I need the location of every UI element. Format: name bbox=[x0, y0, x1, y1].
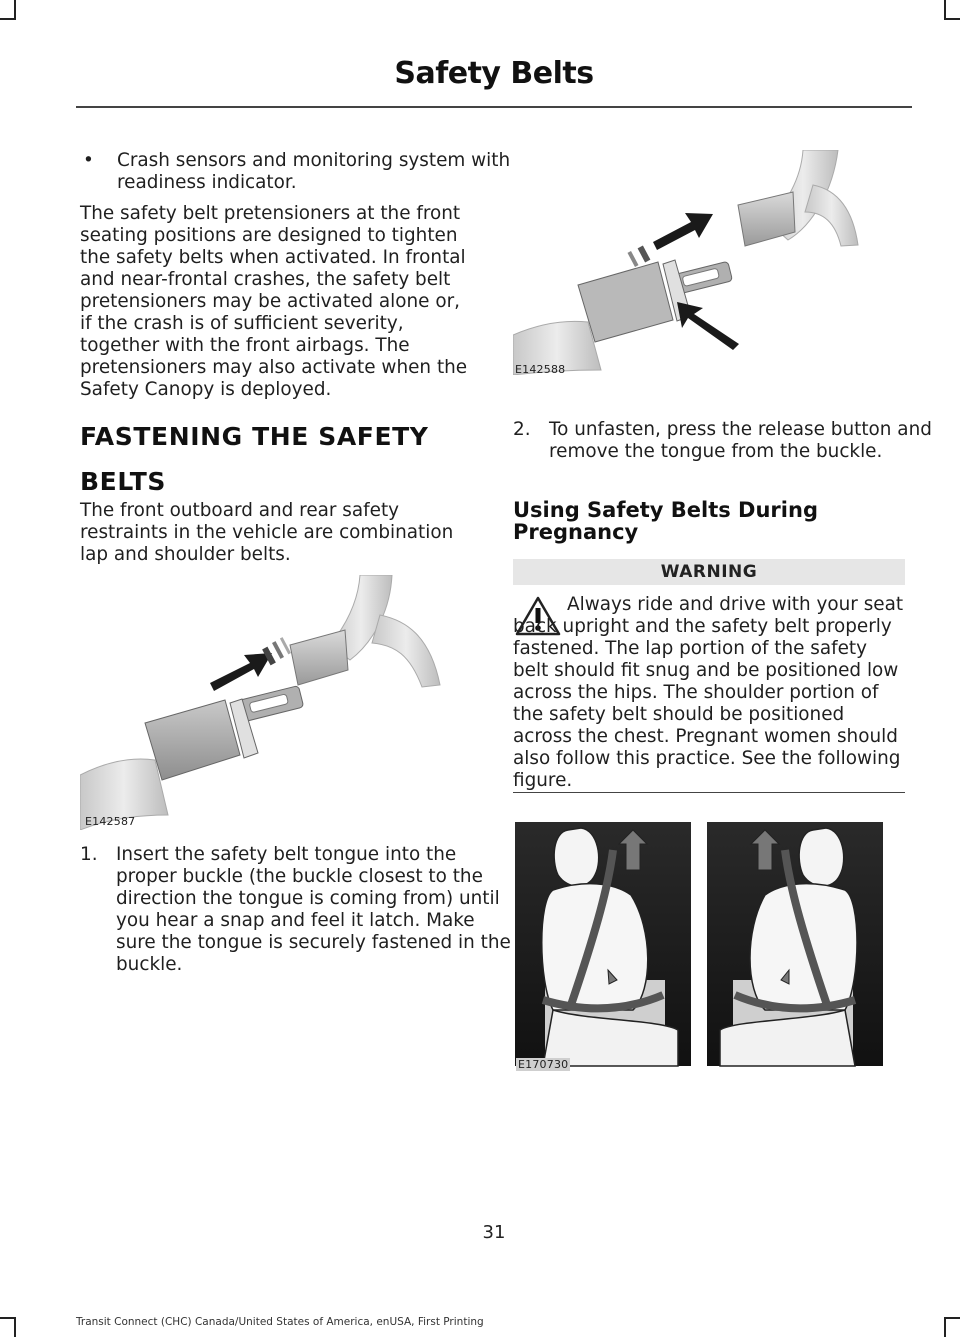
step-text: To unfasten, press the release button and remove the tongue from the buckle. bbox=[549, 419, 932, 462]
crop-mark bbox=[944, 18, 960, 20]
figure-label: E142587 bbox=[85, 815, 136, 828]
step-number: 1. bbox=[80, 844, 98, 865]
section-heading bbox=[80, 418, 480, 501]
figure-label: E142588 bbox=[515, 363, 566, 376]
warning-title: WARNING bbox=[513, 559, 905, 585]
step-2 bbox=[513, 419, 943, 463]
step-1 bbox=[80, 844, 512, 976]
section-heading-line1: FASTENING THE SAFETY bbox=[80, 422, 429, 451]
warning-end-rule bbox=[513, 792, 905, 793]
header-divider bbox=[76, 106, 912, 108]
warning-body: Always ride and drive with your seat back upright and the safety belt properly fastened. The lap portion of the safety belt should fit snug and be positioned low across the hips. The shoulder portion of the safety belt should be positioned across the chest. Pregnant women should also follow this practice. See the following figure. bbox=[513, 594, 904, 791]
crop-mark bbox=[944, 1317, 946, 1337]
step-text: Insert the safety belt tongue into the proper buckle (the buckle closest to the direction the tongue is coming from) until you hear a snap and feel it latch. Make sure the tongue is securely fastened in the buckle. bbox=[116, 844, 511, 975]
warning-text bbox=[513, 594, 907, 792]
crop-mark bbox=[0, 18, 16, 20]
pregnancy-belt-illustration bbox=[513, 820, 885, 1070]
subsection-heading-line1: Using Safety Belts During bbox=[513, 498, 818, 522]
figure-label: E170730 bbox=[518, 1058, 569, 1071]
bullet-item bbox=[80, 150, 513, 194]
crop-mark bbox=[944, 1317, 960, 1319]
crop-mark bbox=[14, 1317, 16, 1337]
page-number: 31 bbox=[482, 1222, 506, 1243]
bullet-dot: • bbox=[83, 150, 94, 171]
page-title: Safety Belts bbox=[394, 56, 594, 91]
section-heading-line2: BELTS bbox=[80, 467, 166, 496]
crop-mark bbox=[944, 0, 946, 20]
crop-mark bbox=[0, 1317, 16, 1319]
step-number: 2. bbox=[513, 419, 531, 440]
belt-release-illustration bbox=[513, 150, 907, 375]
intro-paragraph: The front outboard and rear safety restraints in the vehicle are combination lap and shoulder belts. bbox=[80, 500, 454, 565]
subsection-heading bbox=[513, 499, 907, 543]
belt-insert-illustration bbox=[80, 575, 476, 830]
footer-text: Transit Connect (CHC) Canada/United States of America, enUSA, First Printing bbox=[76, 1316, 484, 1328]
subsection-heading-line2: Pregnancy bbox=[513, 520, 639, 544]
crop-mark bbox=[14, 0, 16, 20]
pretensioner-paragraph: The safety belt pretensioners at the front seating positions are designed to tighten the safety belts when activated. In frontal and near-frontal crashes, the safety belt pretensioners may be activated alone or, if the crash is of sufficient severity, together with the front airbags. The pretensioners may also activate when the Safety Canopy is deployed. bbox=[80, 203, 468, 400]
bullet-text: Crash sensors and monitoring system with readiness indicator. bbox=[117, 150, 511, 193]
